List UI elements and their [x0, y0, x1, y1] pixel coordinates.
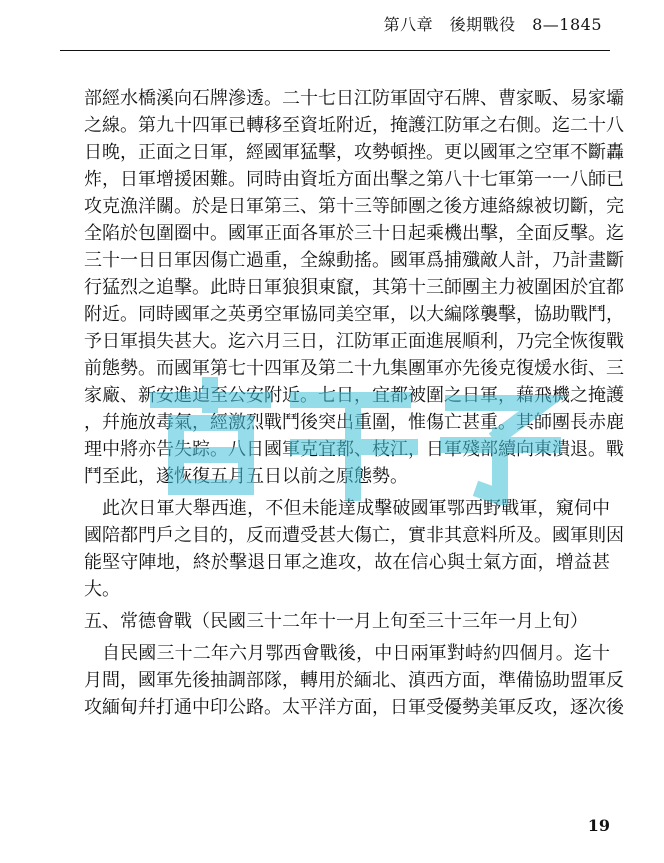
text-line: 攻克漁洋關。於是日軍第三、第十三等師團之後方連絡線被切斷，完 — [84, 196, 624, 217]
text-line: ，幷施放毒氣，經激烈戰鬥後突出重圍，惟傷亡甚重。其師團長赤鹿 — [84, 412, 624, 433]
body-text — [84, 85, 624, 721]
text-line: 三十一日日軍因傷亡過重，全線動搖。國軍爲捕殲敵人計，乃計畫斷 — [84, 250, 624, 271]
text-line: 鬥至此，遂恢復五月五日以前之原態勢。 — [84, 466, 408, 487]
text-line: 炸，日軍增援困難。同時由資坵方面出擊之第八十七軍第一一八師已 — [84, 169, 624, 190]
text-line: 前態勢。而國軍第七十四軍及第二十九集團軍亦先後克復煖水街、三 — [84, 358, 624, 379]
text-line: 月間，國軍先後抽調部隊，轉用於緬北、滇西方面，準備協助盟軍反 — [84, 670, 624, 691]
text-line: 部經水橋溪向石牌滲透。二十七日江防軍固守石牌、曹家畈、易家壩 — [84, 88, 624, 109]
text-line: 大。 — [84, 579, 120, 600]
text-line: 之線。第九十四軍已轉移至資坵附近，掩護江防軍之右側。迄二十八 — [84, 115, 624, 136]
text-line: 行猛烈之追擊。此時日軍狼狽東竄，其第十三師團主力被圍困於宜都 — [84, 277, 624, 298]
text-line: 自民國三十二年六月鄂西會戰後，中日兩軍對峙約四個月。迄十 — [102, 643, 610, 664]
section-heading — [84, 608, 610, 635]
text-line: 附近。同時國軍之英勇空軍協同美空軍，以大編隊襲擊，協助戰鬥， — [84, 304, 624, 325]
text-line: 予日軍損失甚大。迄六月三日，江防軍正面進展順利，乃完全恢復戰 — [84, 331, 624, 352]
text-line: 能堅守陣地，終於擊退日軍之進攻，故在信心與士氣方面，增益甚 — [84, 552, 610, 573]
paragraph — [84, 640, 624, 721]
page-number: 19 — [587, 816, 610, 835]
text-line: 攻緬甸幷打通中印公路。太平洋方面，日軍受優勢美軍反攻，逐次後 — [84, 697, 624, 718]
text-line: 五、常德會戰（民國三十二年十一月上旬至三十三年一月上旬） — [84, 611, 588, 632]
paragraph — [84, 495, 624, 603]
text-line: 國陪都門戶之目的，反而遭受甚大傷亡，實非其意料所及。國軍則因 — [84, 525, 624, 546]
running-header: 第八章 後期戰役 8—1845 — [383, 15, 602, 34]
header-rule — [60, 50, 610, 51]
paragraph — [84, 85, 624, 490]
text-line: 日晚，正面之日軍，經國軍猛擊，攻勢頓挫。更以國軍之空軍不斷轟 — [84, 142, 624, 163]
text-line: 理中將亦告失踪。八日國軍克宜都、枝江，日軍殘部續向東潰退。戰 — [84, 439, 624, 460]
text-line: 此次日軍大舉西進，不但未能達成擊破國軍鄂西野戰軍，窺伺中 — [102, 498, 610, 519]
text-line: 全陷於包圍圈中。國軍正面各軍於三十日起乘機出擊，全面反擊。迄 — [84, 223, 624, 244]
text-line: 家廠、新安進迫至公安附近。七日，宜都被圍之日軍，藉飛機之掩護 — [84, 385, 624, 406]
